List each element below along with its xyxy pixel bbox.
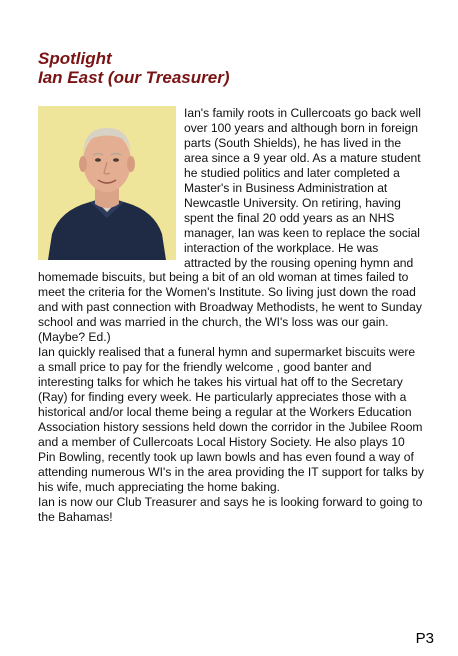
section-title: Spotlight bbox=[38, 49, 112, 68]
article-body bbox=[38, 106, 424, 525]
article-title: Ian East (our Treasurer) bbox=[38, 68, 230, 87]
portrait-illustration bbox=[38, 106, 176, 260]
article-paragraph-3: Ian is now our Club Treasurer and says he is looking forward to going to the Bahamas! bbox=[38, 494, 423, 524]
page-number: P3 bbox=[415, 630, 434, 647]
portrait-photo bbox=[38, 106, 176, 260]
article-paragraph-2: Ian quickly realised that a funeral hymn and supermarket biscuits were a small price to pay for the friendly welcome , good banter and interesting talks for which he takes his virtual hat off to the Secretary (Ray) for finding every week. He particularly appreciates those with a historical and/or local theme being a regular at the Workers Education Association history sessions held down the corridor in the Jubilee Room and a member of Cullercoats Local History Society. He also plays 10 Pin Bowling, recently took up lawn bowls and has even found a way of attending numerous WI's in the area providing the IT support for talks by his wife, much appreciating the home baking. bbox=[38, 345, 424, 494]
article-paragraph-1: Ian's family roots in Cullercoats go back well over 100 years and although born in foreign parts (South Shields), he has lived in the area since a 9 year old. As a mature student he studied politics and later completed a Master's in Business Administration at Newcastle University. On retiring, having spent the final 20 odd years as an NHS manager, Ian was keen to replace the social interaction of the workplace. He was attracted by the rousing opening hymn and homemade biscuits, but being a bit of an old woman at times failed to meet the criteria for the Women's Institute. So living just down the road and with past connection with Broadway Methodists, he went to Sunday school and was married in the church, the WI's loss was our gain. (Maybe? Ed.) bbox=[38, 106, 422, 345]
article-heading bbox=[38, 49, 229, 87]
